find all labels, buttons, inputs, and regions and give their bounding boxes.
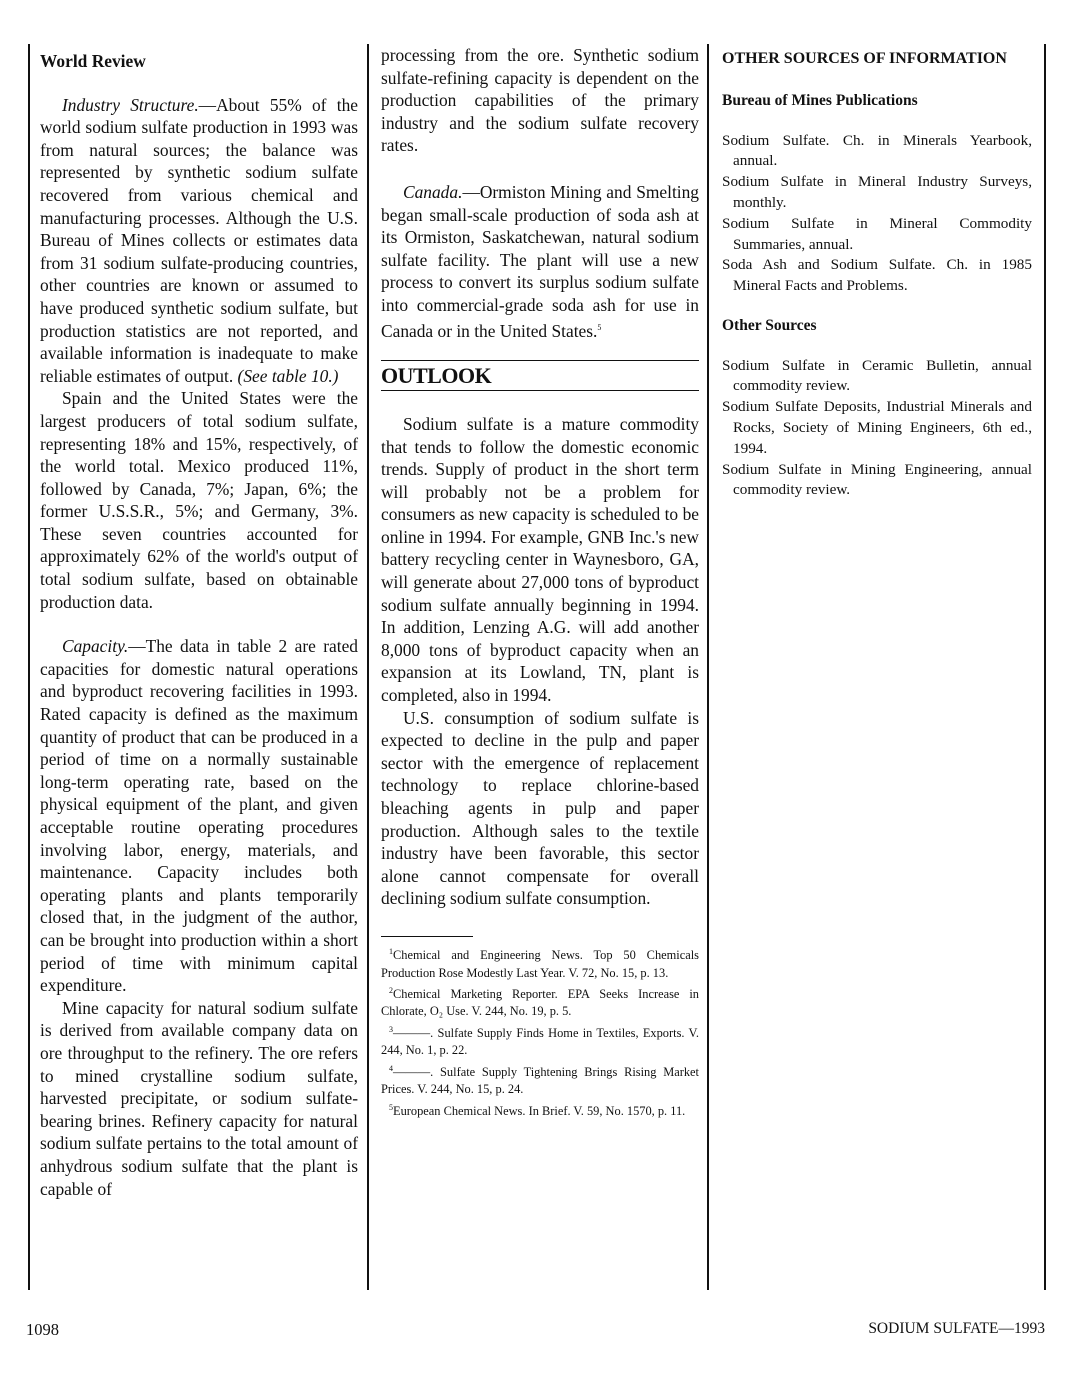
list-item: Sodium Sulfate in Ceramic Bulletin, annual commodity review. bbox=[722, 356, 1032, 395]
running-title: SODIUM SULFATE—1993 bbox=[868, 1320, 1045, 1337]
footnote: $^4$———. Sulfate Supply Tightening Brings Rising Market Prices. V. 244, No. 15, p. 24. bbox=[381, 1063, 699, 1097]
footnotes bbox=[381, 943, 699, 1120]
other-sources-heading: Other Sources bbox=[722, 316, 817, 334]
footnote: $^2$Chemical Marketing Reporter. EPA Seeks Increase in Chlorate, O₂ Use. V. 244, No. 19, p. 5. bbox=[381, 985, 699, 1019]
canada-runin: Canada. bbox=[403, 181, 463, 202]
footnote: $^1$Chemical and Engineering News. Top 50 Chemicals Production Rose Modestly Last Year. V. 72, No. 15, p. 13. bbox=[381, 946, 699, 980]
other-sources-list bbox=[722, 356, 1032, 502]
list-item: Sodium Sulfate. Ch. in Minerals Yearbook, annual. bbox=[722, 131, 1032, 170]
capacity-paragraph: Capacity.—The data in table 2 are rated capacities for domestic natural operations and byproduct recovering facilities in 1993. Rated capacity is defined as the maximum quantity of product that can be produced in a period of time on a normally sustainable long-term operating rate, based on the physical equipment of the plant, and given acceptable routine operating procedures involving labor, energy, materials, and maintenance. Capacity includes both operating plants and plants temporarily closed that, in the judgment of the author, can be brought into production within a short period of time with minimum capital expenditure. bbox=[40, 636, 358, 996]
column-rule-right bbox=[1044, 44, 1046, 1290]
mine-capacity-paragraph: Mine capacity for natural sodium sulfate is derived from available company data on ore throughput to the refinery. The ore refers to mined crystalline sodium sulfate, harvested precipitate, or sodium sulfate-bearing brines. Refinery capacity for natural sodium sulfate pertains to the total amount of anhydrous sodium sulfate that the plant is capable of bbox=[40, 997, 358, 1199]
list-item: Soda Ash and Sodium Sulfate. Ch. in 1985 Mineral Facts and Problems. bbox=[722, 256, 1032, 295]
industry-structure-runin: Industry Structure. bbox=[62, 94, 199, 115]
footnote-rule bbox=[381, 936, 473, 937]
canada-paragraph: Canada.—Ormiston Mining and Smelting began small-scale production of soda ash at its Ormiston, Saskatchewan, natural sodium sulfate facility. The plant will use a new process to convert its surplus sodium sulfate into commercial-grade soda ash for use in Canada or in the United States.$^5$ bbox=[381, 181, 699, 341]
column-1 bbox=[40, 44, 358, 1200]
column-rule-middle bbox=[707, 44, 709, 1290]
producers-paragraph: Spain and the United States were the largest producers of total sodium sulfate, representing 18% and 15%, respectively, of the world total. Mexico produced 11%, followed by Canada, 7%; Japan, 6%; the former U.S.S.R., 5%; and Germany, 3%. These seven countries accounted for approximately 62% of the world's output of total sodium sulfate, based on obtainable production data. bbox=[40, 388, 358, 612]
list-item: Sodium Sulfate in Mining Engineering, annual commodity review. bbox=[722, 460, 1032, 499]
column-2 bbox=[381, 44, 699, 1120]
list-item: Sodium Sulfate Deposits, Industrial Minerals and Rocks, Society of Mining Engineers, 6th ed., 1994. bbox=[722, 398, 1032, 457]
bom-publications-heading: Bureau of Mines Publications bbox=[722, 92, 918, 109]
footnote: $^5$European Chemical News. In Brief. V. 59, No. 1570, p. 11. bbox=[389, 1102, 686, 1118]
other-sources-title: OTHER SOURCES OF INFORMATION bbox=[722, 50, 1007, 67]
list-item: Sodium Sulfate in Mineral Commodity Summaries, annual. bbox=[722, 214, 1032, 253]
processing-paragraph: processing from the ore. Synthetic sodium sulfate-refining capacity is dependent on the production capabilities of the primary industry and the sodium sulfate recovery rates. bbox=[381, 45, 699, 156]
consumption-paragraph: U.S. consumption of sodium sulfate is expected to decline in the pulp and paper sector with the emergence of replacement technology to replace chlorine-based bleaching agents in pulp and paper production. Although sales to the textile industry have been favorable, this sector alone cannot compensate for overall declining sodium sulfate consumption. bbox=[381, 707, 699, 909]
bom-list bbox=[722, 131, 1032, 297]
footnote-ref: 5 bbox=[597, 322, 602, 332]
column-3 bbox=[722, 44, 1032, 501]
list-item: Sodium Sulfate in Mineral Industry Surveys, monthly. bbox=[722, 173, 1032, 211]
industry-structure-paragraph: Industry Structure.—About 55% of the world sodium sulfate production in 1993 was from natural sources; the balance was represented by synthetic sodium sulfate recovered from various chemical and manufacturing processes. Although the U.S. Bureau of Mines collects or estimates data from 31 sodium sulfate-producing countries, other countries are known or assumed to have produced synthetic sodium sulfate, but production statistics are not reported, and available information is inadequate to make reliable estimates of output. (See table 10.) bbox=[40, 94, 358, 386]
outlook-paragraph: Sodium sulfate is a mature commodity that tends to follow the domestic economic trends. Supply of product in the short term will probably not be a problem for consumers as new capacity is scheduled to be online in 1994. For example, GNB Inc.'s new battery recycling center in Waynesboro, GA, will generate about 27,000 tons of byproduct sodium sulfate annually beginning in 1994. In addition, Lenzing A.G. will add another 8,000 tons of byproduct capacity when an expansion at its Lowland, TN, plant is completed, also in 1994. bbox=[381, 413, 699, 706]
column-rule-center bbox=[367, 44, 369, 1290]
see-table-note: (See table 10.) bbox=[237, 365, 339, 386]
outlook-heading: OUTLOOK bbox=[381, 361, 699, 391]
capacity-runin: Capacity. bbox=[62, 636, 129, 657]
column-rule-left bbox=[28, 44, 30, 1290]
footnote: $^3$———. Sulfate Supply Finds Home in Textiles, Exports. V. 244, No. 1, p. 22. bbox=[381, 1024, 699, 1058]
page-number: 1098 bbox=[26, 1320, 59, 1339]
world-review-heading: World Review bbox=[40, 51, 146, 71]
